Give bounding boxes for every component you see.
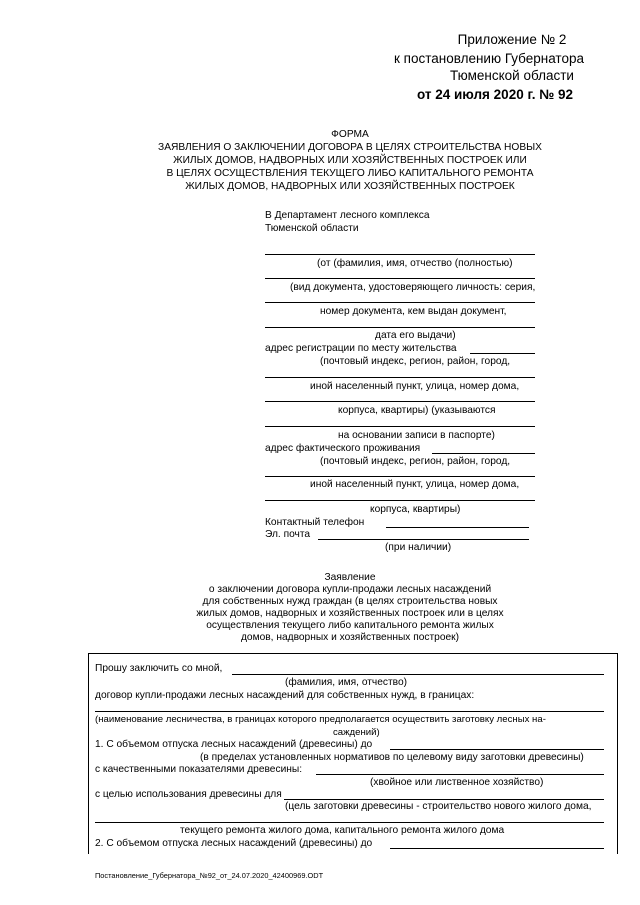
phone-field[interactable] [386, 527, 529, 528]
fact-address-line[interactable] [265, 476, 535, 477]
fact-address-hint: корпуса, квартиры) [370, 504, 461, 515]
phone-label: Контактный телефон [265, 517, 365, 528]
appendix-number: Приложение № 2 [457, 32, 567, 47]
recipient-region: Тюменской области [265, 223, 359, 234]
applicant-name-hint: (от (фамилия, имя, отчество (полностью) [317, 258, 513, 269]
fact-address-label: адрес фактического проживания [265, 443, 421, 454]
applicant-doc-number-line[interactable] [265, 302, 535, 303]
item1-hint: (в пределах установленных нормативов по целевому виду заготовки древесины) [200, 752, 584, 763]
item1-label: 1. С объемом отпуска лесных насаждений (древесины) до [95, 739, 373, 750]
statement-line: жилых домов, надворных и хозяйственных построек или в целях [196, 608, 504, 619]
footer-filename: Постановление_Губернатора_№92_от_24.07.2020_42400969.ODT [95, 871, 324, 880]
applicant-doc-number-hint: номер документа, кем выдан документ, [320, 306, 507, 317]
reg-address-line[interactable] [470, 353, 535, 354]
fact-address-line[interactable] [432, 453, 535, 454]
statement-line: осуществления текущего либо капитального ремонта жилых [206, 620, 494, 631]
appendix-region: Тюменской области [450, 68, 574, 83]
applicant-name-line[interactable] [265, 254, 535, 255]
quality-field[interactable] [316, 774, 604, 775]
applicant-doc-line[interactable] [265, 278, 535, 279]
statement-line: для собственных нужд граждан (в целях строительства новых [202, 596, 498, 607]
email-hint: (при наличии) [385, 542, 452, 553]
item2-label: 2. С объемом отпуска лесных насаждений (древесины) до [95, 838, 373, 849]
purpose-field[interactable] [284, 799, 604, 800]
appendix-date: от 24 июля 2020 г. № 92 [416, 87, 574, 102]
reg-address-hint: иной населенный пункт, улица, номер дома, [310, 381, 520, 392]
quality-hint: (хвойное или лиственное хозяйство) [370, 777, 544, 788]
quality-label: с качественными показателями древесины: [95, 764, 303, 775]
reg-address-hint: (почтовый индекс, регион, район, город, [320, 356, 511, 367]
purpose-hint: текущего ремонта жилого дома, капитального ремонта жилого дома [180, 825, 505, 836]
form-title-label: ФОРМА [331, 129, 369, 140]
contract-text: договор купли-продажи лесных насаждений для собственных нужд, в границах: [95, 690, 475, 701]
forestry-hint: саждений) [333, 727, 380, 738]
recipient-department: В Департамент лесного комплекса [265, 210, 430, 221]
forestry-field[interactable] [95, 711, 604, 712]
fact-address-hint: иной населенный пункт, улица, номер дома, [310, 479, 520, 490]
reg-address-hint: на основании записи в паспорте) [338, 430, 495, 441]
purpose-hint: (цель заготовки древесины - строительство нового жилого дома, [285, 801, 592, 812]
form-title-line: ЗАЯВЛЕНИЯ О ЗАКЛЮЧЕНИИ ДОГОВОРА В ЦЕЛЯХ СТРОИТЕЛЬСТВА НОВЫХ [158, 142, 542, 153]
email-label: Эл. почта [265, 529, 311, 540]
applicant-doc-hint: (вид документа, удостоверяющего личность: серия, [290, 282, 536, 293]
reg-address-line[interactable] [265, 426, 535, 427]
request-fio-field[interactable] [232, 674, 604, 675]
statement-title: Заявление [324, 572, 376, 583]
item1-volume-field[interactable] [390, 749, 604, 750]
request-label: Прошу заключить со мной, [95, 663, 223, 674]
fact-address-hint: (почтовый индекс, регион, район, город, [320, 456, 511, 467]
purpose-label: с целью использования древесины для [95, 789, 282, 800]
fact-address-line[interactable] [265, 500, 535, 501]
form-title-line: В ЦЕЛЯХ ОСУЩЕСТВЛЕНИЯ ТЕКУЩЕГО ЛИБО КАПИТАЛЬНОГО РЕМОНТА [166, 168, 534, 179]
reg-address-line[interactable] [265, 377, 535, 378]
applicant-doc-date-line[interactable] [265, 327, 535, 328]
email-field[interactable] [318, 539, 529, 540]
purpose-field[interactable] [95, 822, 604, 823]
reg-address-hint: корпуса, квартиры) (указываются [338, 405, 496, 416]
applicant-doc-date-hint: дата его выдачи) [375, 330, 456, 341]
reg-address-line[interactable] [265, 401, 535, 402]
forestry-hint: (наименование лесничества, в границах которого предполагается осуществить заготовку лесных на- [95, 714, 546, 725]
form-title-line: ЖИЛЫХ ДОМОВ, НАДВОРНЫХ ИЛИ ХОЗЯЙСТВЕННЫХ ПОСТРОЕК ИЛИ [173, 155, 527, 166]
reg-address-label: адрес регистрации по месту жительства [265, 343, 457, 354]
form-title-line: ЖИЛЫХ ДОМОВ, НАДВОРНЫХ ИЛИ ХОЗЯЙСТВЕННЫХ ПОСТРОЕК [185, 181, 515, 192]
fio-hint: (фамилия, имя, отчество) [285, 677, 408, 688]
appendix-decree: к постановлению Губернатора [394, 51, 584, 66]
item2-volume-field[interactable] [390, 848, 604, 849]
statement-line: домов, надворных и хозяйственных построек) [240, 632, 460, 643]
statement-line: о заключении договора купли-продажи лесных насаждений [208, 584, 492, 595]
